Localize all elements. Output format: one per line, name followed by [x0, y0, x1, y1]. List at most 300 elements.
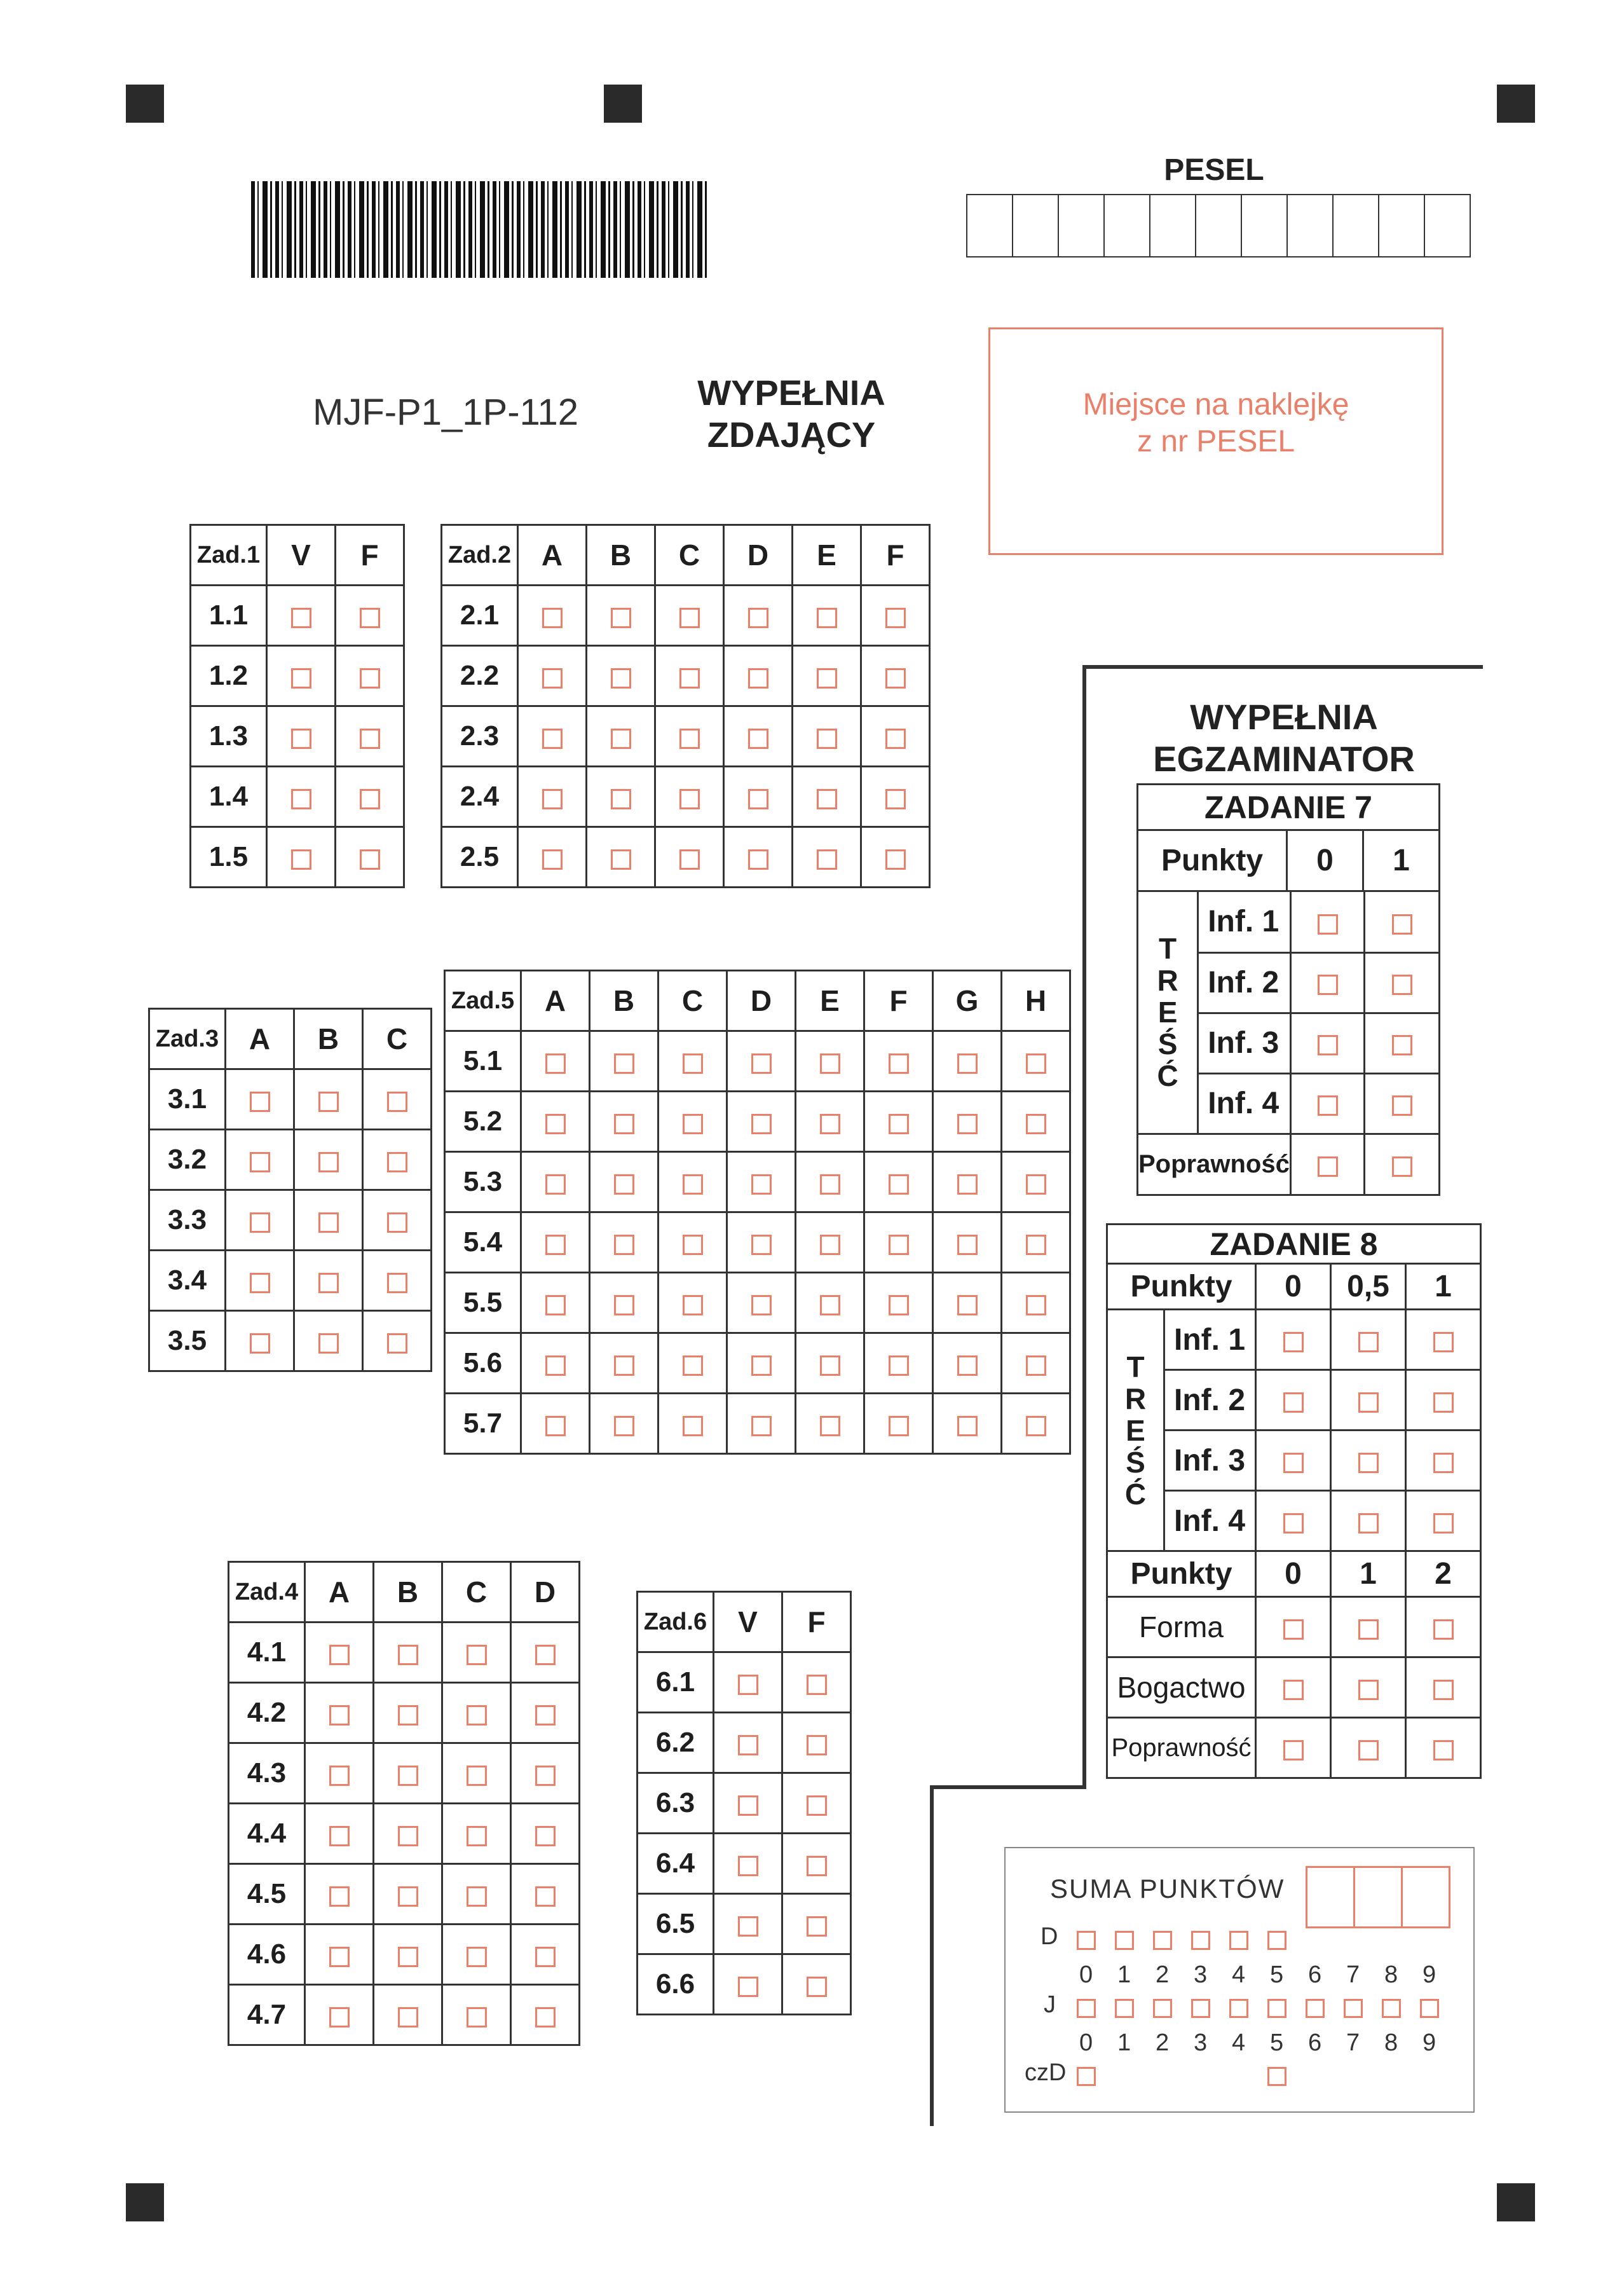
digit-label: 2	[1156, 1961, 1170, 1988]
answer-checkbox[interactable]	[611, 608, 631, 628]
answer-checkbox[interactable]	[820, 1053, 840, 1074]
answer-checkbox[interactable]	[738, 1735, 758, 1755]
zad4-col-c: C	[442, 1562, 511, 1623]
answer-checkbox[interactable]	[329, 1766, 350, 1786]
registration-mark-bottom-left	[126, 2183, 164, 2221]
answer-checkbox[interactable]	[751, 1053, 772, 1074]
answer-checkbox[interactable]	[467, 1886, 487, 1907]
zad2-col-f: F	[861, 525, 930, 586]
zad4-col-b: B	[374, 1562, 442, 1623]
answer-checkbox[interactable]	[817, 668, 837, 689]
answer-checkbox[interactable]	[250, 1333, 270, 1354]
zad5-col-g: G	[933, 971, 1002, 1031]
answer-checkbox[interactable]	[807, 1735, 827, 1755]
digit-label: 0	[1079, 2029, 1093, 2056]
zadanie8-point-b: 2	[1406, 1551, 1481, 1597]
answer-checkbox[interactable]	[329, 1886, 350, 1907]
answer-checkbox[interactable]	[957, 1053, 978, 1074]
zadanie7-points-label: Punkty	[1138, 830, 1287, 891]
zad1-row-label: 1.3	[191, 706, 267, 767]
j-digit-checkbox[interactable]	[1382, 1999, 1401, 2018]
zadanie7-checkbox[interactable]	[1392, 1156, 1412, 1177]
answer-checkbox[interactable]	[542, 729, 563, 749]
answer-checkbox[interactable]	[545, 1174, 566, 1195]
answer-checkbox[interactable]	[738, 1916, 758, 1937]
zadanie8-checkbox[interactable]	[1433, 1453, 1454, 1473]
answer-checkbox[interactable]	[748, 789, 768, 809]
answer-checkbox[interactable]	[807, 1916, 827, 1937]
zad2-row-label: 2.1	[442, 586, 518, 646]
answer-checkbox[interactable]	[957, 1235, 978, 1255]
answer-checkbox[interactable]	[614, 1053, 634, 1074]
zadanie8-checkbox[interactable]	[1433, 1513, 1454, 1534]
zad5-col-a: A	[521, 971, 590, 1031]
answer-checkbox[interactable]	[817, 849, 837, 870]
d-digit-checkbox[interactable]	[1229, 1931, 1248, 1950]
zad6-row-label: 6.6	[638, 1954, 714, 2015]
czd-checkbox[interactable]	[1267, 2067, 1286, 2086]
zad1-label: Zad.1	[191, 525, 267, 586]
answer-checkbox[interactable]	[614, 1295, 634, 1315]
digit-label: 4	[1232, 2029, 1246, 2056]
answer-checkbox[interactable]	[738, 1675, 758, 1695]
answer-checkbox[interactable]	[683, 1295, 703, 1315]
examiner-divider-vertical-lower	[930, 1785, 934, 2126]
answer-checkbox[interactable]	[291, 608, 311, 628]
answer-checkbox[interactable]	[329, 1645, 350, 1665]
examiner-heading: WYPEŁNIA EGZAMINATOR	[1153, 697, 1415, 779]
answer-checkbox[interactable]	[329, 2007, 350, 2028]
answer-checkbox[interactable]	[1026, 1114, 1046, 1134]
answer-checkbox[interactable]	[1026, 1174, 1046, 1195]
answer-checkbox[interactable]	[889, 1295, 909, 1315]
answer-checkbox[interactable]	[614, 1235, 634, 1255]
answer-checkbox[interactable]	[614, 1416, 634, 1436]
zad1-col-f: F	[336, 525, 404, 586]
zad3-table	[148, 1008, 432, 1372]
zadanie7-info-row: Inf. 3	[1198, 1013, 1291, 1073]
answer-checkbox[interactable]	[545, 1295, 566, 1315]
answer-checkbox[interactable]	[885, 668, 906, 689]
zadanie8-info-row: Inf. 1	[1164, 1310, 1256, 1370]
answer-checkbox[interactable]	[683, 1114, 703, 1134]
digit-label: 2	[1156, 2029, 1170, 2056]
registration-mark-top-left	[126, 85, 164, 123]
answer-checkbox[interactable]	[250, 1152, 270, 1172]
zad4-row-label: 4.6	[229, 1925, 305, 1985]
zadanie7-point-1: 1	[1363, 830, 1440, 891]
answer-checkbox[interactable]	[611, 668, 631, 689]
answer-checkbox[interactable]	[398, 1645, 418, 1665]
zad5-col-f: F	[864, 971, 933, 1031]
zadanie8-criterion-row: Forma	[1107, 1597, 1256, 1657]
answer-checkbox[interactable]	[751, 1174, 772, 1195]
answer-checkbox[interactable]	[679, 849, 700, 870]
answer-checkbox[interactable]	[1026, 1416, 1046, 1436]
zadanie8-checkbox[interactable]	[1283, 1332, 1304, 1352]
zadanie7-table	[1136, 783, 1440, 1196]
answer-checkbox[interactable]	[751, 1114, 772, 1134]
answer-checkbox[interactable]	[318, 1273, 339, 1293]
zad4-col-d: D	[511, 1562, 580, 1623]
zadanie8-checkbox[interactable]	[1283, 1680, 1304, 1700]
d-digit-checkbox[interactable]	[1115, 1931, 1134, 1950]
pesel-input-cells[interactable]	[966, 194, 1471, 257]
answer-checkbox[interactable]	[820, 1355, 840, 1376]
answer-checkbox[interactable]	[398, 1947, 418, 1967]
answer-checkbox[interactable]	[820, 1235, 840, 1255]
zad1-table	[189, 524, 405, 888]
zad4-row-label: 4.3	[229, 1743, 305, 1804]
answer-checkbox[interactable]	[387, 1333, 407, 1354]
zadanie8-checkbox[interactable]	[1433, 1332, 1454, 1352]
zadanie7-point-0: 0	[1287, 830, 1363, 891]
answer-checkbox[interactable]	[738, 1856, 758, 1876]
answer-checkbox[interactable]	[683, 1355, 703, 1376]
answer-checkbox[interactable]	[467, 1766, 487, 1786]
answer-checkbox[interactable]	[535, 1766, 556, 1786]
answer-checkbox[interactable]	[817, 789, 837, 809]
answer-checkbox[interactable]	[957, 1416, 978, 1436]
zadanie7-checkbox[interactable]	[1318, 1095, 1338, 1116]
zadanie8-info-row: Inf. 2	[1164, 1370, 1256, 1431]
answer-checkbox[interactable]	[387, 1152, 407, 1172]
zadanie8-checkbox[interactable]	[1358, 1740, 1379, 1760]
zadanie7-checkbox[interactable]	[1392, 1095, 1412, 1116]
answer-checkbox[interactable]	[291, 789, 311, 809]
zadanie8-checkbox[interactable]	[1433, 1680, 1454, 1700]
answer-checkbox[interactable]	[614, 1174, 634, 1195]
answer-checkbox[interactable]	[542, 849, 563, 870]
answer-checkbox[interactable]	[467, 1947, 487, 1967]
zad3-col-a: A	[226, 1009, 294, 1069]
answer-checkbox[interactable]	[611, 849, 631, 870]
answer-checkbox[interactable]	[614, 1114, 634, 1134]
zadanie8-checkbox[interactable]	[1283, 1453, 1304, 1473]
answer-checkbox[interactable]	[889, 1174, 909, 1195]
answer-checkbox[interactable]	[820, 1174, 840, 1195]
answer-checkbox[interactable]	[318, 1333, 339, 1354]
zadanie8-point-b: 1	[1331, 1551, 1406, 1597]
answer-checkbox[interactable]	[885, 789, 906, 809]
barcode	[251, 181, 709, 278]
answer-checkbox[interactable]	[329, 1705, 350, 1726]
answer-checkbox[interactable]	[535, 2007, 556, 2028]
answer-checkbox[interactable]	[545, 1235, 566, 1255]
zadanie8-checkbox[interactable]	[1283, 1513, 1304, 1534]
j-digit-checkbox[interactable]	[1344, 1999, 1363, 2018]
answer-checkbox[interactable]	[611, 789, 631, 809]
zad4-col-a: A	[305, 1562, 374, 1623]
j-digit-checkbox[interactable]	[1077, 1999, 1096, 2018]
answer-checkbox[interactable]	[398, 2007, 418, 2028]
answer-checkbox[interactable]	[545, 1053, 566, 1074]
answer-checkbox[interactable]	[807, 1795, 827, 1816]
answer-checkbox[interactable]	[467, 1645, 487, 1665]
digit-label: 6	[1308, 2029, 1322, 2056]
answer-checkbox[interactable]	[611, 729, 631, 749]
answer-checkbox[interactable]	[957, 1114, 978, 1134]
answer-checkbox[interactable]	[535, 1886, 556, 1907]
answer-checkbox[interactable]	[250, 1212, 270, 1233]
examiner-divider-step	[930, 1785, 1086, 1789]
answer-checkbox[interactable]	[545, 1114, 566, 1134]
answer-checkbox[interactable]	[683, 1053, 703, 1074]
zadanie7-checkbox[interactable]	[1392, 1035, 1412, 1055]
zadanie8-table	[1106, 1223, 1482, 1779]
answer-checkbox[interactable]	[807, 1977, 827, 1997]
answer-checkbox[interactable]	[398, 1886, 418, 1907]
zad6-label: Zad.6	[638, 1592, 714, 1652]
answer-checkbox[interactable]	[748, 668, 768, 689]
answer-checkbox[interactable]	[250, 1273, 270, 1293]
answer-checkbox[interactable]	[738, 1977, 758, 1997]
zad3-row-label: 3.5	[149, 1311, 226, 1371]
digit-label: 9	[1423, 2029, 1436, 2056]
answer-checkbox[interactable]	[679, 729, 700, 749]
digit-label: 5	[1270, 2029, 1284, 2056]
zadanie8-checkbox[interactable]	[1358, 1513, 1379, 1534]
zad6-row-label: 6.2	[638, 1713, 714, 1773]
zad5-row-label: 5.5	[445, 1273, 521, 1333]
answer-checkbox[interactable]	[614, 1355, 634, 1376]
zad6-row-label: 6.4	[638, 1834, 714, 1894]
answer-checkbox[interactable]	[1026, 1295, 1046, 1315]
zad2-row-label: 2.4	[442, 767, 518, 827]
answer-checkbox[interactable]	[885, 608, 906, 628]
digit-label: 9	[1423, 1961, 1436, 1988]
answer-checkbox[interactable]	[387, 1212, 407, 1233]
answer-checkbox[interactable]	[889, 1355, 909, 1376]
answer-checkbox[interactable]	[387, 1273, 407, 1293]
j-digit-checkbox[interactable]	[1153, 1999, 1172, 2018]
zadanie7-checkbox[interactable]	[1318, 1156, 1338, 1177]
zadanie8-checkbox[interactable]	[1283, 1619, 1304, 1640]
suma-label: SUMA PUNKTÓW	[1050, 1874, 1285, 1904]
zad5-row-label: 5.1	[445, 1031, 521, 1092]
j-row-label: J	[1044, 1991, 1056, 2018]
zadanie7-checkbox[interactable]	[1392, 975, 1412, 995]
answer-checkbox[interactable]	[291, 849, 311, 870]
zad2-col-e: E	[793, 525, 861, 586]
exam-code: MJF-P1_1P-112	[313, 392, 578, 433]
answer-checkbox[interactable]	[250, 1092, 270, 1112]
suma-total-boxes[interactable]	[1307, 1866, 1450, 1928]
zadanie8-checkbox[interactable]	[1433, 1619, 1454, 1640]
zadanie8-info-row: Inf. 3	[1164, 1431, 1256, 1491]
answer-checkbox[interactable]	[957, 1174, 978, 1195]
answer-checkbox[interactable]	[683, 1174, 703, 1195]
answer-checkbox[interactable]	[398, 1766, 418, 1786]
zadanie8-checkbox[interactable]	[1358, 1680, 1379, 1700]
answer-checkbox[interactable]	[957, 1295, 978, 1315]
zadanie7-checkbox[interactable]	[1392, 914, 1412, 935]
zadanie8-checkbox[interactable]	[1358, 1453, 1379, 1473]
zad2-col-d: D	[724, 525, 793, 586]
answer-checkbox[interactable]	[807, 1856, 827, 1876]
answer-checkbox[interactable]	[291, 729, 311, 749]
zadanie8-checkbox[interactable]	[1358, 1392, 1379, 1413]
answer-checkbox[interactable]	[751, 1295, 772, 1315]
answer-checkbox[interactable]	[889, 1235, 909, 1255]
pesel-label: PESEL	[1164, 153, 1264, 187]
zad6-col-f: F	[782, 1592, 851, 1652]
student-heading: WYPEŁNIA ZDAJĄCY	[697, 373, 885, 455]
answer-checkbox[interactable]	[1026, 1355, 1046, 1376]
zad2-row-label: 2.2	[442, 646, 518, 706]
answer-checkbox[interactable]	[683, 1235, 703, 1255]
answer-checkbox[interactable]	[807, 1675, 827, 1695]
answer-checkbox[interactable]	[318, 1152, 339, 1172]
answer-checkbox[interactable]	[679, 668, 700, 689]
digit-label: 3	[1194, 1961, 1208, 1988]
zadanie8-checkbox[interactable]	[1283, 1740, 1304, 1760]
answer-checkbox[interactable]	[751, 1355, 772, 1376]
j-digit-checkbox[interactable]	[1306, 1999, 1325, 2018]
answer-checkbox[interactable]	[751, 1416, 772, 1436]
answer-checkbox[interactable]	[1026, 1053, 1046, 1074]
answer-checkbox[interactable]	[679, 789, 700, 809]
answer-checkbox[interactable]	[398, 1826, 418, 1846]
answer-checkbox[interactable]	[748, 608, 768, 628]
answer-checkbox[interactable]	[387, 1092, 407, 1112]
answer-checkbox[interactable]	[738, 1795, 758, 1816]
answer-checkbox[interactable]	[748, 849, 768, 870]
zad3-row-label: 3.4	[149, 1251, 226, 1311]
answer-checkbox[interactable]	[360, 729, 380, 749]
answer-checkbox[interactable]	[817, 608, 837, 628]
zadanie8-criterion-row: Bogactwo	[1107, 1657, 1256, 1718]
answer-checkbox[interactable]	[1026, 1235, 1046, 1255]
zadanie7-info-row: Inf. 2	[1198, 952, 1291, 1013]
answer-checkbox[interactable]	[291, 668, 311, 689]
zad4-row-label: 4.7	[229, 1985, 305, 2045]
j-digit-checkbox[interactable]	[1229, 1999, 1248, 2018]
zad6-col-v: V	[714, 1592, 782, 1652]
answer-checkbox[interactable]	[535, 1645, 556, 1665]
zadanie8-checkbox[interactable]	[1358, 1619, 1379, 1640]
answer-checkbox[interactable]	[398, 1705, 418, 1726]
registration-mark-bottom-right	[1497, 2183, 1535, 2221]
answer-checkbox[interactable]	[535, 1947, 556, 1967]
digit-label: 8	[1384, 1961, 1398, 1988]
d-digit-checkbox[interactable]	[1267, 1931, 1286, 1950]
answer-checkbox[interactable]	[360, 849, 380, 870]
answer-checkbox[interactable]	[679, 608, 700, 628]
czd-row-label: czD	[1025, 2059, 1067, 2086]
d-digit-checkbox[interactable]	[1153, 1931, 1172, 1950]
answer-checkbox[interactable]	[467, 2007, 487, 2028]
answer-checkbox[interactable]	[542, 668, 563, 689]
answer-checkbox[interactable]	[889, 1053, 909, 1074]
j-digit-checkbox[interactable]	[1191, 1999, 1210, 2018]
answer-checkbox[interactable]	[748, 729, 768, 749]
zadanie7-checkbox[interactable]	[1318, 1035, 1338, 1055]
zad5-col-b: B	[590, 971, 658, 1031]
d-digit-checkbox[interactable]	[1191, 1931, 1210, 1950]
answer-checkbox[interactable]	[360, 668, 380, 689]
zad5-col-h: H	[1002, 971, 1070, 1031]
answer-checkbox[interactable]	[820, 1295, 840, 1315]
answer-checkbox[interactable]	[360, 789, 380, 809]
zadanie7-checkbox[interactable]	[1318, 914, 1338, 935]
digit-label: 7	[1346, 2029, 1360, 2056]
zadanie7-poprawnosc: Poprawność	[1138, 1134, 1290, 1194]
zad1-row-label: 1.1	[191, 586, 267, 646]
zadanie7-info-row: Inf. 1	[1198, 892, 1291, 952]
pesel-sticker-area: Miejsce na naklejkę z nr PESEL	[988, 327, 1443, 555]
zadanie7-checkbox[interactable]	[1318, 975, 1338, 995]
answer-checkbox[interactable]	[318, 1092, 339, 1112]
answer-checkbox[interactable]	[545, 1355, 566, 1376]
zad5-col-d: D	[727, 971, 796, 1031]
answer-checkbox[interactable]	[889, 1114, 909, 1134]
zad5-label: Zad.5	[445, 971, 521, 1031]
zad3-row-label: 3.1	[149, 1069, 226, 1130]
czd-checkbox[interactable]	[1077, 2067, 1096, 2086]
answer-checkbox[interactable]	[542, 789, 563, 809]
zadanie8-checkbox[interactable]	[1433, 1740, 1454, 1760]
answer-checkbox[interactable]	[545, 1416, 566, 1436]
digit-label: 5	[1270, 1961, 1284, 1988]
zad4-row-label: 4.2	[229, 1683, 305, 1743]
zad2-col-c: C	[655, 525, 724, 586]
answer-checkbox[interactable]	[535, 1705, 556, 1726]
j-digit-checkbox[interactable]	[1420, 1999, 1439, 2018]
zadanie8-point-a: 1	[1406, 1264, 1481, 1310]
answer-checkbox[interactable]	[817, 729, 837, 749]
j-digit-checkbox[interactable]	[1115, 1999, 1134, 2018]
zad5-row-label: 5.2	[445, 1092, 521, 1152]
zad4-label: Zad.4	[229, 1562, 305, 1623]
answer-checkbox[interactable]	[360, 608, 380, 628]
digit-label: 0	[1079, 1961, 1093, 1988]
answer-checkbox[interactable]	[820, 1416, 840, 1436]
zad5-row-label: 5.7	[445, 1394, 521, 1454]
d-digit-checkbox[interactable]	[1077, 1931, 1096, 1950]
answer-checkbox[interactable]	[542, 608, 563, 628]
answer-checkbox[interactable]	[467, 1826, 487, 1846]
digit-label: 1	[1117, 1961, 1131, 1988]
digit-label: 8	[1384, 2029, 1398, 2056]
answer-checkbox[interactable]	[329, 1947, 350, 1967]
answer-checkbox[interactable]	[889, 1416, 909, 1436]
answer-checkbox[interactable]	[535, 1826, 556, 1846]
answer-checkbox[interactable]	[467, 1705, 487, 1726]
zad1-row-label: 1.4	[191, 767, 267, 827]
answer-checkbox[interactable]	[820, 1114, 840, 1134]
j-digit-checkbox[interactable]	[1267, 1999, 1286, 2018]
zad6-table	[636, 1591, 852, 2015]
answer-checkbox[interactable]	[885, 729, 906, 749]
zad2-col-b: B	[587, 525, 655, 586]
zad4-row-label: 4.4	[229, 1804, 305, 1864]
zad3-col-c: C	[363, 1009, 432, 1069]
zadanie8-checkbox[interactable]	[1358, 1332, 1379, 1352]
answer-checkbox[interactable]	[957, 1355, 978, 1376]
answer-checkbox[interactable]	[683, 1416, 703, 1436]
answer-checkbox[interactable]	[751, 1235, 772, 1255]
answer-checkbox[interactable]	[885, 849, 906, 870]
answer-checkbox[interactable]	[318, 1212, 339, 1233]
zadanie8-checkbox[interactable]	[1433, 1392, 1454, 1413]
zadanie8-checkbox[interactable]	[1283, 1392, 1304, 1413]
zad1-col-v: V	[267, 525, 336, 586]
zad5-row-label: 5.3	[445, 1152, 521, 1212]
answer-checkbox[interactable]	[329, 1826, 350, 1846]
zadanie7-title: ZADANIE 7	[1138, 785, 1440, 830]
zadanie7-tresc-label: T R E Ś Ć	[1138, 892, 1198, 1134]
